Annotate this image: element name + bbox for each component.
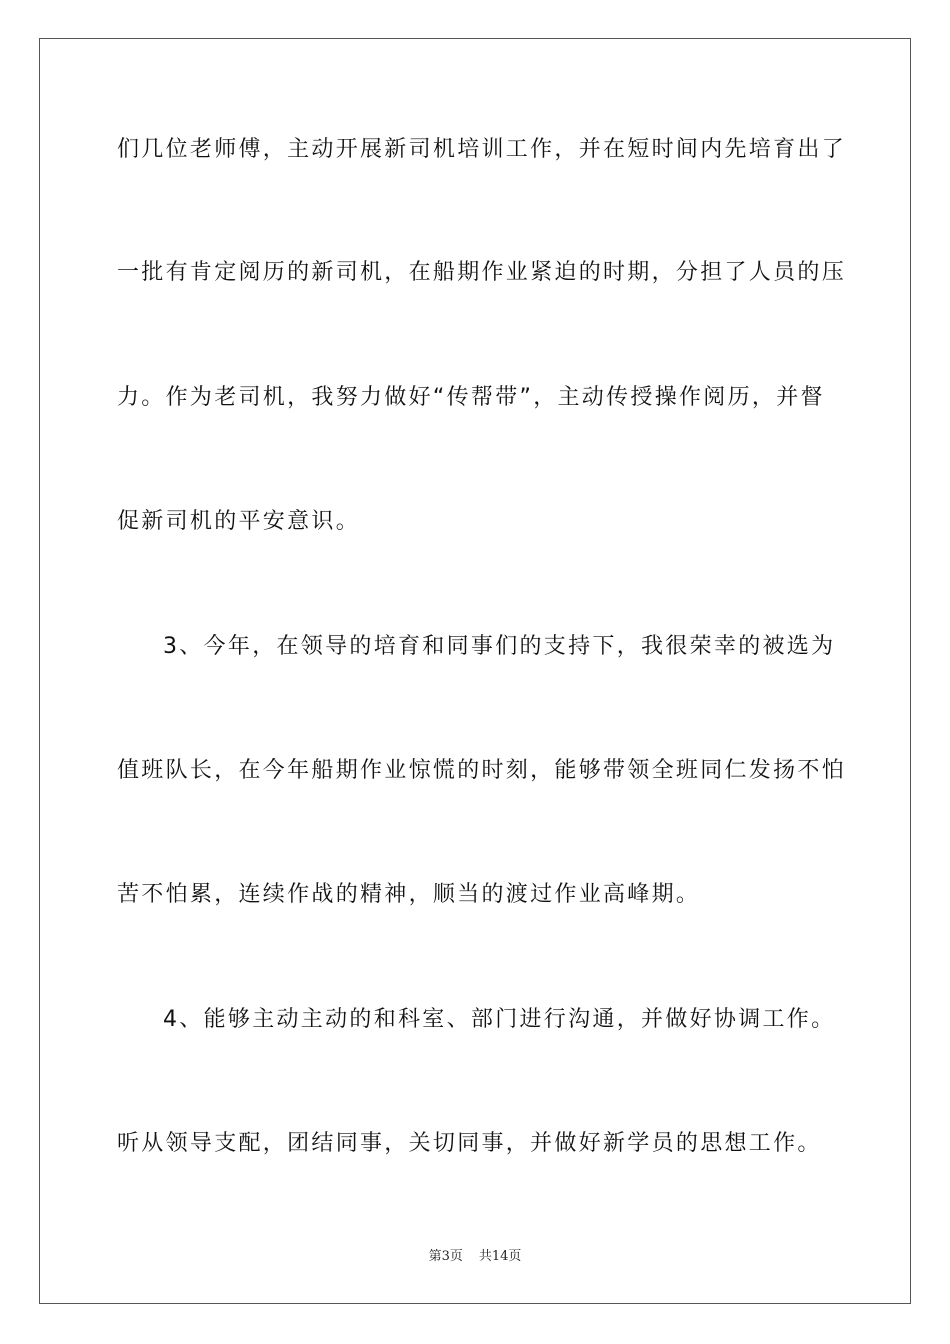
text-line-5: 3、今年，在领导的培育和同事们的支持下，我很荣幸的被选为 <box>163 634 836 659</box>
text-line-9: 听从领导支配，团结同事，关切同事，并做好新学员的思想工作。 <box>117 1131 822 1156</box>
text-line-8: 4、能够主动主动的和科室、部门进行沟通，并做好协调工作。 <box>163 1007 836 1032</box>
page-total: 共14页 <box>478 1249 522 1264</box>
text-line-6: 值班队长，在今年船期作业惊慌的时刻，能够带领全班同仁发扬不怕 <box>117 758 847 783</box>
page-border <box>39 38 911 1304</box>
text-line-2: 一批有肯定阅历的新司机，在船期作业紧迫的时期，分担了人员的压 <box>117 260 847 285</box>
text-line-7: 苦不怕累，连续作战的精神，顺当的渡过作业高峰期。 <box>117 882 701 907</box>
page-number: 第3页 <box>428 1249 463 1264</box>
page-footer <box>0 1248 950 1266</box>
text-line-1: 们几位老师傅，主动开展新司机培训工作，并在短时间内先培育出了 <box>117 137 847 162</box>
text-line-3: 力。作为老司机，我努力做好“传帮带”，主动传授操作阅历，并督 <box>117 385 825 410</box>
text-line-4: 促新司机的平安意识。 <box>117 509 361 534</box>
